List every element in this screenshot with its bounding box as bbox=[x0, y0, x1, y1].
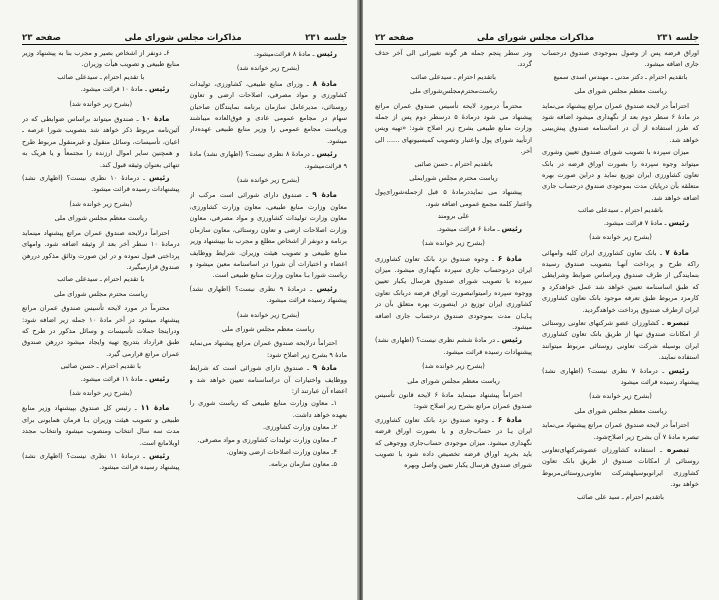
paragraph-text: ـ مادهٔ ۶ قرائت میشود. bbox=[436, 224, 502, 233]
paragraph bbox=[22, 450, 180, 474]
paragraph bbox=[22, 83, 180, 95]
paragraph-text: (بشرح زیر خوانده شد) bbox=[69, 388, 133, 397]
paragraph-text: ـ کشاورزان عضو شرکتهای تعاونی روستائی از امکانات صندوق تنها از طریق بانک تعاون کشاورزی ایران بوسیله شرکت تعاونی روستائی مربوط میتوانند استفاده نمایند. bbox=[542, 318, 699, 362]
left-page bbox=[0, 0, 357, 600]
speaker-or-article-label: تبصره bbox=[666, 445, 689, 454]
paragraph-text: ـ صندوق میتواند براساس ضوابطی که در آئین‌نامه مربوط ذکر خواهد شد بتصویب شورا عرصه ـ اعیان، تأسیسات، وسائل منقول و غیرمنقول مربوط طرح و همچنین سایر اموال ارزنده را مجتمعاً و یا هریک به تنهائی بعنوان وثیقه قبول کند. bbox=[22, 115, 180, 169]
centered-heading bbox=[375, 173, 532, 184]
paragraph-text: ـ رئیس کل صندوق بپیشنهاد وزیر منابع طبیعی و تصویب هیئت وزیران بـا فرمان همایونی برای مدت سه سال انتخاب ومنصوب میشود وانتخاب مجدد اوبلامانع است. bbox=[22, 404, 180, 447]
paragraph bbox=[542, 48, 699, 71]
paragraph bbox=[22, 172, 180, 196]
speaker-or-article-label: تبصره bbox=[666, 317, 689, 327]
paragraph bbox=[375, 223, 532, 235]
signature-line bbox=[542, 205, 699, 216]
speaker-or-article-label: رئیس bbox=[316, 49, 337, 58]
page-number: صفحه ۲۳ bbox=[22, 33, 61, 43]
speaker-or-article-label: مادهٔ ۶ bbox=[497, 414, 522, 424]
paragraph-text: میزان سپرده با تصویب شورای صندوق تعیین وشوری میتواند وجوه سپرده را بصورت اوراق قرضه در بانک تعاون کشاورزی ایران توزیع نماید و دراین صورت بهره متعلقه بآن درپایان مدت بموجودی صندوق درحساب جاری اضافه خواهد شد. bbox=[542, 148, 699, 202]
paragraph-text: (بشرح زیر خوانده شد) bbox=[69, 199, 133, 208]
paragraph-text: باتقدیم احترام ـ دکتر مدنی ـ مهندس اسدی سمیع bbox=[553, 72, 688, 81]
paragraph-text: ریاست معظم مجلس شورای ملی bbox=[574, 87, 667, 96]
paragraph-text: با تقدیم احترام ـ سیدعلی صائب bbox=[57, 275, 145, 284]
centered-heading bbox=[190, 324, 348, 335]
paragraph bbox=[190, 435, 348, 446]
centered-heading bbox=[22, 289, 180, 300]
paragraph bbox=[190, 48, 348, 60]
speaker-or-article-label: مادهٔ ۱۰ bbox=[141, 114, 170, 124]
paragraph-text: ـ مادهٔ ۷ قرائت میشود. bbox=[603, 218, 669, 227]
signature-line bbox=[22, 361, 180, 372]
paragraph bbox=[375, 390, 532, 413]
paragraph-text: محترماً درمورد لایحه تأسیس صندوق عمران مراتع پیشنهاد می شود درمادهٔ ۵ درسطر دوم پس از جمله وزارت منابع طبیعی بشرح زیر اصلاح شود: «تهیه ویس ازتأیید شورای پول واعتبار وتصویب کمیسیونهای ...... الی آخر. bbox=[375, 101, 532, 156]
paragraph bbox=[375, 101, 532, 158]
paragraph-text: باتقدیم احترام ـ سیدعلی صائب bbox=[411, 72, 496, 81]
centered-heading bbox=[22, 99, 180, 110]
paragraph-text: ۲ـ معاون وزارت کشاورزی. bbox=[263, 423, 337, 432]
paragraph-text: ۴ـ معاون وزارت اصلاحات ارضی وتعاون. bbox=[226, 448, 337, 456]
centered-heading bbox=[542, 391, 699, 402]
paragraph-text: ریاست معظم مجلس شورای ملی bbox=[407, 376, 500, 385]
paragraph bbox=[22, 373, 180, 385]
text-column bbox=[542, 48, 699, 592]
paragraph-text: ـ مادهٔ ۸ قرائت‌میشود. bbox=[253, 50, 317, 58]
paragraph-text: احتراماً درلایحه صندوق عمران مراتع پیشنهاد مینماید درمادهٔ ۱۰ سطر آخر بعد از وثیقه اضافه شود. وامهای پرداختی قبول نموده و در این صورت وثائق مذکور دررهن صندوق قرارمیگیرد. bbox=[22, 228, 180, 271]
paragraph-text: ـ صندوق دارای شورائی است که شرایط ووظایف واختیارات آن دراساسنامه تعیین خواهد شد و اعضاء آن عبارتند از: bbox=[189, 364, 347, 395]
centered-heading bbox=[190, 310, 348, 321]
paragraph-text: با تقدیم احترام ـ حسن صائبی bbox=[60, 362, 141, 371]
paragraph bbox=[542, 444, 699, 491]
centered-heading bbox=[375, 361, 532, 372]
centered-heading bbox=[375, 86, 532, 97]
speaker-or-article-label: رئیس bbox=[316, 149, 338, 159]
page-header bbox=[375, 31, 699, 45]
paragraph bbox=[542, 420, 699, 443]
paragraph-text: (بشرح زیر خوانده شد) bbox=[236, 176, 300, 185]
speaker-or-article-label: رئیس bbox=[149, 373, 170, 383]
paragraph-text: علی برومند bbox=[437, 212, 470, 221]
speaker-or-article-label: رئیس bbox=[501, 335, 522, 345]
centered-heading bbox=[22, 388, 180, 399]
paragraph bbox=[22, 402, 180, 449]
speaker-or-article-label: رئیس bbox=[501, 223, 522, 233]
text-columns bbox=[375, 48, 699, 592]
paragraph bbox=[542, 101, 699, 147]
speaker-or-article-label: مادهٔ ۸ bbox=[312, 78, 337, 88]
speaker-or-article-label: مادهٔ ۹ bbox=[312, 363, 337, 373]
paragraph-text: ـ درمادهٔ ۱۰ نظری نیست؟ (اظهاری نشد) پیشنهادات رسیده قرائت میشود. bbox=[22, 174, 180, 194]
paragraph bbox=[22, 113, 180, 171]
paragraph bbox=[22, 303, 180, 360]
paragraph bbox=[375, 334, 532, 358]
paragraph-text: اوراق قرضه پس از وصول بموجودی صندوق درحساب جاری اضافه میشود. bbox=[542, 49, 699, 69]
signature-line bbox=[375, 211, 532, 222]
centered-heading bbox=[542, 86, 699, 97]
paragraph bbox=[375, 253, 532, 334]
paragraph-text: (بشرح زیر خوانده شد) bbox=[236, 64, 300, 73]
paragraph-text: ـ مادهٔ ۱۰ قرائت میشود. bbox=[80, 85, 149, 94]
text-columns bbox=[22, 48, 347, 592]
paragraph-text: احتراماً در لایحه صندوق عمران مراتع پیشنهاد می‌نماید تبصره مادهٔ ۷ آن بشرح زیر اصلاح‌شود. bbox=[542, 421, 699, 441]
paragraph-text: ـ وزرای منابع طبیعی، کشاورزی، تولیدات کشاورزی و مواد مصرفی، اصلاحات ارضی و تعاون روستائی، مدیرعامل سازمان برنامه نمایندگان صاحبان سهام در مجامع عمومی عادی و فوق‌العاده میباشند وریاست مجامع عمومی را وزیر منابع طبیعی عهده‌دار میشود. bbox=[189, 79, 347, 145]
paragraph-text: احتراماً پیشنهاد مینماید مادهٔ ۶ لایحه قانون تأسیس صندوق عمران مراتع بشرح زیر اصلاح شود: bbox=[375, 390, 532, 411]
paragraph bbox=[542, 147, 699, 204]
centered-heading bbox=[22, 213, 180, 224]
speaker-or-article-label: مادهٔ ۱۱ bbox=[140, 403, 170, 413]
paragraph-text: ریاست معظم مجلس شورای ملی bbox=[221, 324, 315, 333]
centered-heading bbox=[190, 175, 348, 186]
paragraph-text: ـ صندوق دارای شورائی است مرکب از معاون وزارت منابع طبیعی، معاون وزارت کشاورزی، معاون وزارت تولیدات کشاورزی و مواد مصرفی، معاون وزارت اصلاحات ارضی و تعاون روستائی، معاون سازمان برنامه و دونفر از اشخاص مطلع و مجرب بنا بپیشنهاد وزیر منابع طبیعی و تصویب هیئت وزیران. شرایط ووظایف اعضاء و اختیارات آن شورا در اساسنامه معین میشود و ریاست شورا بـا معاون وزارت منابع طبیعی است. bbox=[189, 191, 347, 280]
publication-title: مذاکرات مجلس شورای ملی bbox=[476, 33, 595, 43]
text-column bbox=[22, 48, 180, 592]
paragraph-text: ـ درمادهٔ ۹ نظری نیست؟ (اظهاری نشد) پیشنهاد رسیده قرائت میشود. bbox=[189, 284, 347, 305]
paragraph bbox=[22, 228, 180, 274]
paragraph-text: با تقدیم احترام ـ سیدعلی صائب bbox=[57, 72, 145, 81]
centered-heading bbox=[542, 406, 699, 417]
paragraph-text: ـ درمادهٔ ۷ نظری نیست؟ (اظهاری نشد) پیشنهاد رسیده قرائت میشود bbox=[542, 366, 699, 386]
paragraph bbox=[190, 148, 348, 172]
signature-line bbox=[22, 274, 180, 285]
paragraph bbox=[190, 189, 348, 281]
speaker-or-article-label: رئیس bbox=[668, 365, 689, 375]
speaker-or-article-label: مادهٔ ۷ bbox=[665, 247, 689, 257]
paragraph-text: (بشرح زیر خوانده شد) bbox=[69, 99, 133, 108]
paragraph-text: ۶ـ دونفر از اشخاص بصیر و مجرب بنا به پیشنهاد وزیر منابع طبیعی و تصویب هیأت وزیران. bbox=[22, 49, 180, 69]
signature-line bbox=[542, 72, 699, 83]
paragraph-text: ریاست‌محترم‌مجلس‌شورای ملی bbox=[409, 87, 498, 96]
paragraph-text: (بشرح زیر خوانده شد) bbox=[589, 392, 652, 401]
paragraph bbox=[22, 48, 180, 71]
paragraph-text: ریاست محترم مجلس شورای ملی bbox=[53, 289, 148, 298]
speaker-or-article-label: رئیس bbox=[149, 451, 170, 460]
paragraph bbox=[190, 459, 348, 470]
paragraph-text: ریاست معظم مجلس شورای ملی bbox=[574, 406, 667, 415]
paragraph-text: ـ وجوه صندوق نزد بانک تعاون کشاورزی ایران یـا در حساب‌جاری و یا بصورت اوراق قرضه نگهداری میشود. میزان موجودی حساب‌جاری ووجوهی که باید بخرید اوراق قرضه تخصیص داده شود با تصویب شورای صندوق هرسال یکبار تعیین واصل وبهره bbox=[375, 415, 532, 470]
paragraph-text: ۳ـ معاون وزارت تولیدات کشاورزی و مواد مصرفی. bbox=[197, 435, 337, 444]
paragraph-text: ـ در مادهٔ ششم نظری نیست؟ (اظهاری نشد) پیشنهادات رسیده قرائت میشود. bbox=[375, 336, 532, 356]
signature-line bbox=[542, 492, 699, 503]
paragraph-text: (بشرح زیر خوانده شد) bbox=[422, 362, 485, 371]
speaker-or-article-label: رئیس bbox=[668, 217, 689, 227]
paragraph bbox=[190, 447, 348, 458]
paragraph-text: ـ استفاده کشاورزان عضوشرکتهای‌تعاونی روستائی از امکانات صندوق از طریق بانک تعاون کشاورزی ایرانوبوسیلهشرکت تعاونی‌روستائی‌مربوط خواهد بود. bbox=[542, 446, 699, 489]
centered-heading bbox=[542, 232, 699, 243]
paragraph-text: باتقدیم احترام ـ حسن صائبی bbox=[414, 159, 493, 168]
paragraph bbox=[190, 362, 348, 397]
paragraph-text: ریاست معظم مجلس شورای ملی bbox=[54, 214, 148, 223]
paragraph-text: ـ درمادهٔ ۱۱ نظری نیست؟ (اظهاری نشد) پیشنهاد رسیده قرائت میشود. bbox=[22, 452, 180, 472]
speaker-or-article-label: مادهٔ ۶ bbox=[497, 253, 522, 263]
session-number: جلسه ۲۳۱ bbox=[305, 33, 347, 43]
speaker-or-article-label: رئیس bbox=[149, 173, 170, 183]
right-page bbox=[363, 0, 719, 600]
signature-line bbox=[375, 72, 532, 83]
centered-heading bbox=[190, 63, 348, 74]
paragraph bbox=[375, 48, 532, 71]
paragraph-text: ودر سطر پنجم جمله هر گونه تغییراتی الی آخر حذف گردد. bbox=[375, 49, 532, 69]
speaker-or-article-label: رئیس bbox=[149, 84, 170, 94]
paragraph-text: ـ درمادهٔ ۸ نظری نیست؟ (اظهاری نشد) مادهٔ ۹ قرائت‌میشود. bbox=[189, 150, 347, 170]
page-number: صفحه ۲۲ bbox=[375, 33, 414, 43]
signature-line bbox=[22, 72, 180, 83]
paragraph-text: (بشرح زیر خوانده شد) bbox=[589, 233, 652, 242]
text-column bbox=[190, 48, 348, 592]
centered-heading bbox=[375, 376, 532, 387]
paragraph-text: ـ بانک تعاون کشاورزی ایران کلیه وامهائی راکه طرح و پرداخت آنهـا بتصویب صندوق رسیده بنمایندگی از طرف صندوق وبراساس ضوابط وشرایطی که طبق اساسنامه تعیین خواهد شد عمل خواهدکرد و کارمزد مربوط طبق تعرفه موجود بانک تعاون کشاورزی ایران ازطرف صندوق پرداخت خواهدگردید. bbox=[542, 248, 699, 314]
centered-heading bbox=[375, 238, 532, 249]
paragraph bbox=[190, 283, 348, 307]
session-number: جلسه ۲۳۱ bbox=[657, 33, 699, 43]
paragraph bbox=[542, 365, 699, 389]
paragraph bbox=[375, 414, 532, 472]
paragraph-text: پیشنهاد می نمایددرمادهٔ ۵ قبل ازجمله‌شورای‌پول واعتبار کلمه مجمع عمومی اضافه شود. bbox=[375, 188, 532, 208]
paragraph bbox=[542, 247, 699, 316]
paragraph bbox=[190, 338, 348, 361]
paragraph-text: ـ مادهٔ ۱۱ قرائت میشود. bbox=[80, 374, 149, 383]
publication-title: مذاکرات مجلس شورای ملی bbox=[124, 33, 242, 43]
paragraph-text: احتراماً درلایحه صندوق عمران مراتع پیشنهاد می‌نماید مادهٔ ۹ بشرح زیر اصلاح شود: bbox=[189, 339, 347, 359]
paragraph-text: باتقدیم احترام ـ سید علی صائب bbox=[576, 492, 665, 501]
paragraph bbox=[190, 422, 348, 433]
paragraph-text: ۱ـ معاون وزارت منابع طبیعی که ریاست شوری را بعهده خواهد داشت. bbox=[189, 399, 347, 419]
speaker-or-article-label: رئیس bbox=[316, 283, 337, 293]
paragraph-text: محترماً در مورد لایحه تأسیس صندوق عمران مراتع پیشنهاد میشود در آخر مادهٔ ۱۰ جمله زیر اضافه شود: ودراینجا جملات تأسیسات و وسائل مذکور در طرح که طبق قرارداد بتدریج تهیه وایجاد میشود دررهن صندوق عمران مراتع قرارمی گیرد. bbox=[22, 304, 180, 358]
paragraph bbox=[375, 187, 532, 210]
paragraph bbox=[542, 217, 699, 229]
text-column bbox=[375, 48, 532, 592]
paragraph-text: (بشرح زیر خوانده شد) bbox=[422, 239, 485, 248]
page-header bbox=[22, 31, 347, 45]
centered-heading bbox=[22, 199, 180, 210]
paragraph bbox=[542, 317, 699, 364]
paragraph bbox=[190, 398, 348, 421]
speaker-or-article-label: مادهٔ ۹ bbox=[312, 190, 337, 200]
paragraph bbox=[190, 78, 348, 147]
paragraph-text: احتراماً در لایحه صندوق عمران مراتع پیشنهاد می‌نماید در مادهٔ ۶ سطر دوم بعد از نگهداری میشود اضافه شود که طرز استفاده از آن در اساسنامه صندوق پیش‌بینی خواهد شد. bbox=[542, 101, 699, 144]
paragraph-text: باتقدیم احترام ـ سیدعلی صائب bbox=[578, 206, 663, 215]
paragraph-text: ریاست محترم مجلس شورایملی bbox=[409, 174, 498, 183]
signature-line bbox=[375, 159, 532, 170]
paragraph-text: (بشرح زیر خوانده شد) bbox=[236, 310, 300, 319]
paragraph-text: ۵ـ معاون سازمان برنامه. bbox=[268, 460, 337, 469]
paragraph-text: ـ وجوه صندوق نزد بانک تعاون کشاورزی ایران دردوحساب جاری سپرده نگهداری میشود. میزان سپرده با تصویب شورای صندوق هرسال یکبار تعیین ووجوه سپرده رامیتوانبصورت اوراق قرضه دربانک تعاون کشاورزی ایران توزیع در اینصورت بهره متعلق بآن در پـایـان مدت بموجودی صندوق درحساب جاری اضافه میشود. bbox=[375, 254, 532, 331]
